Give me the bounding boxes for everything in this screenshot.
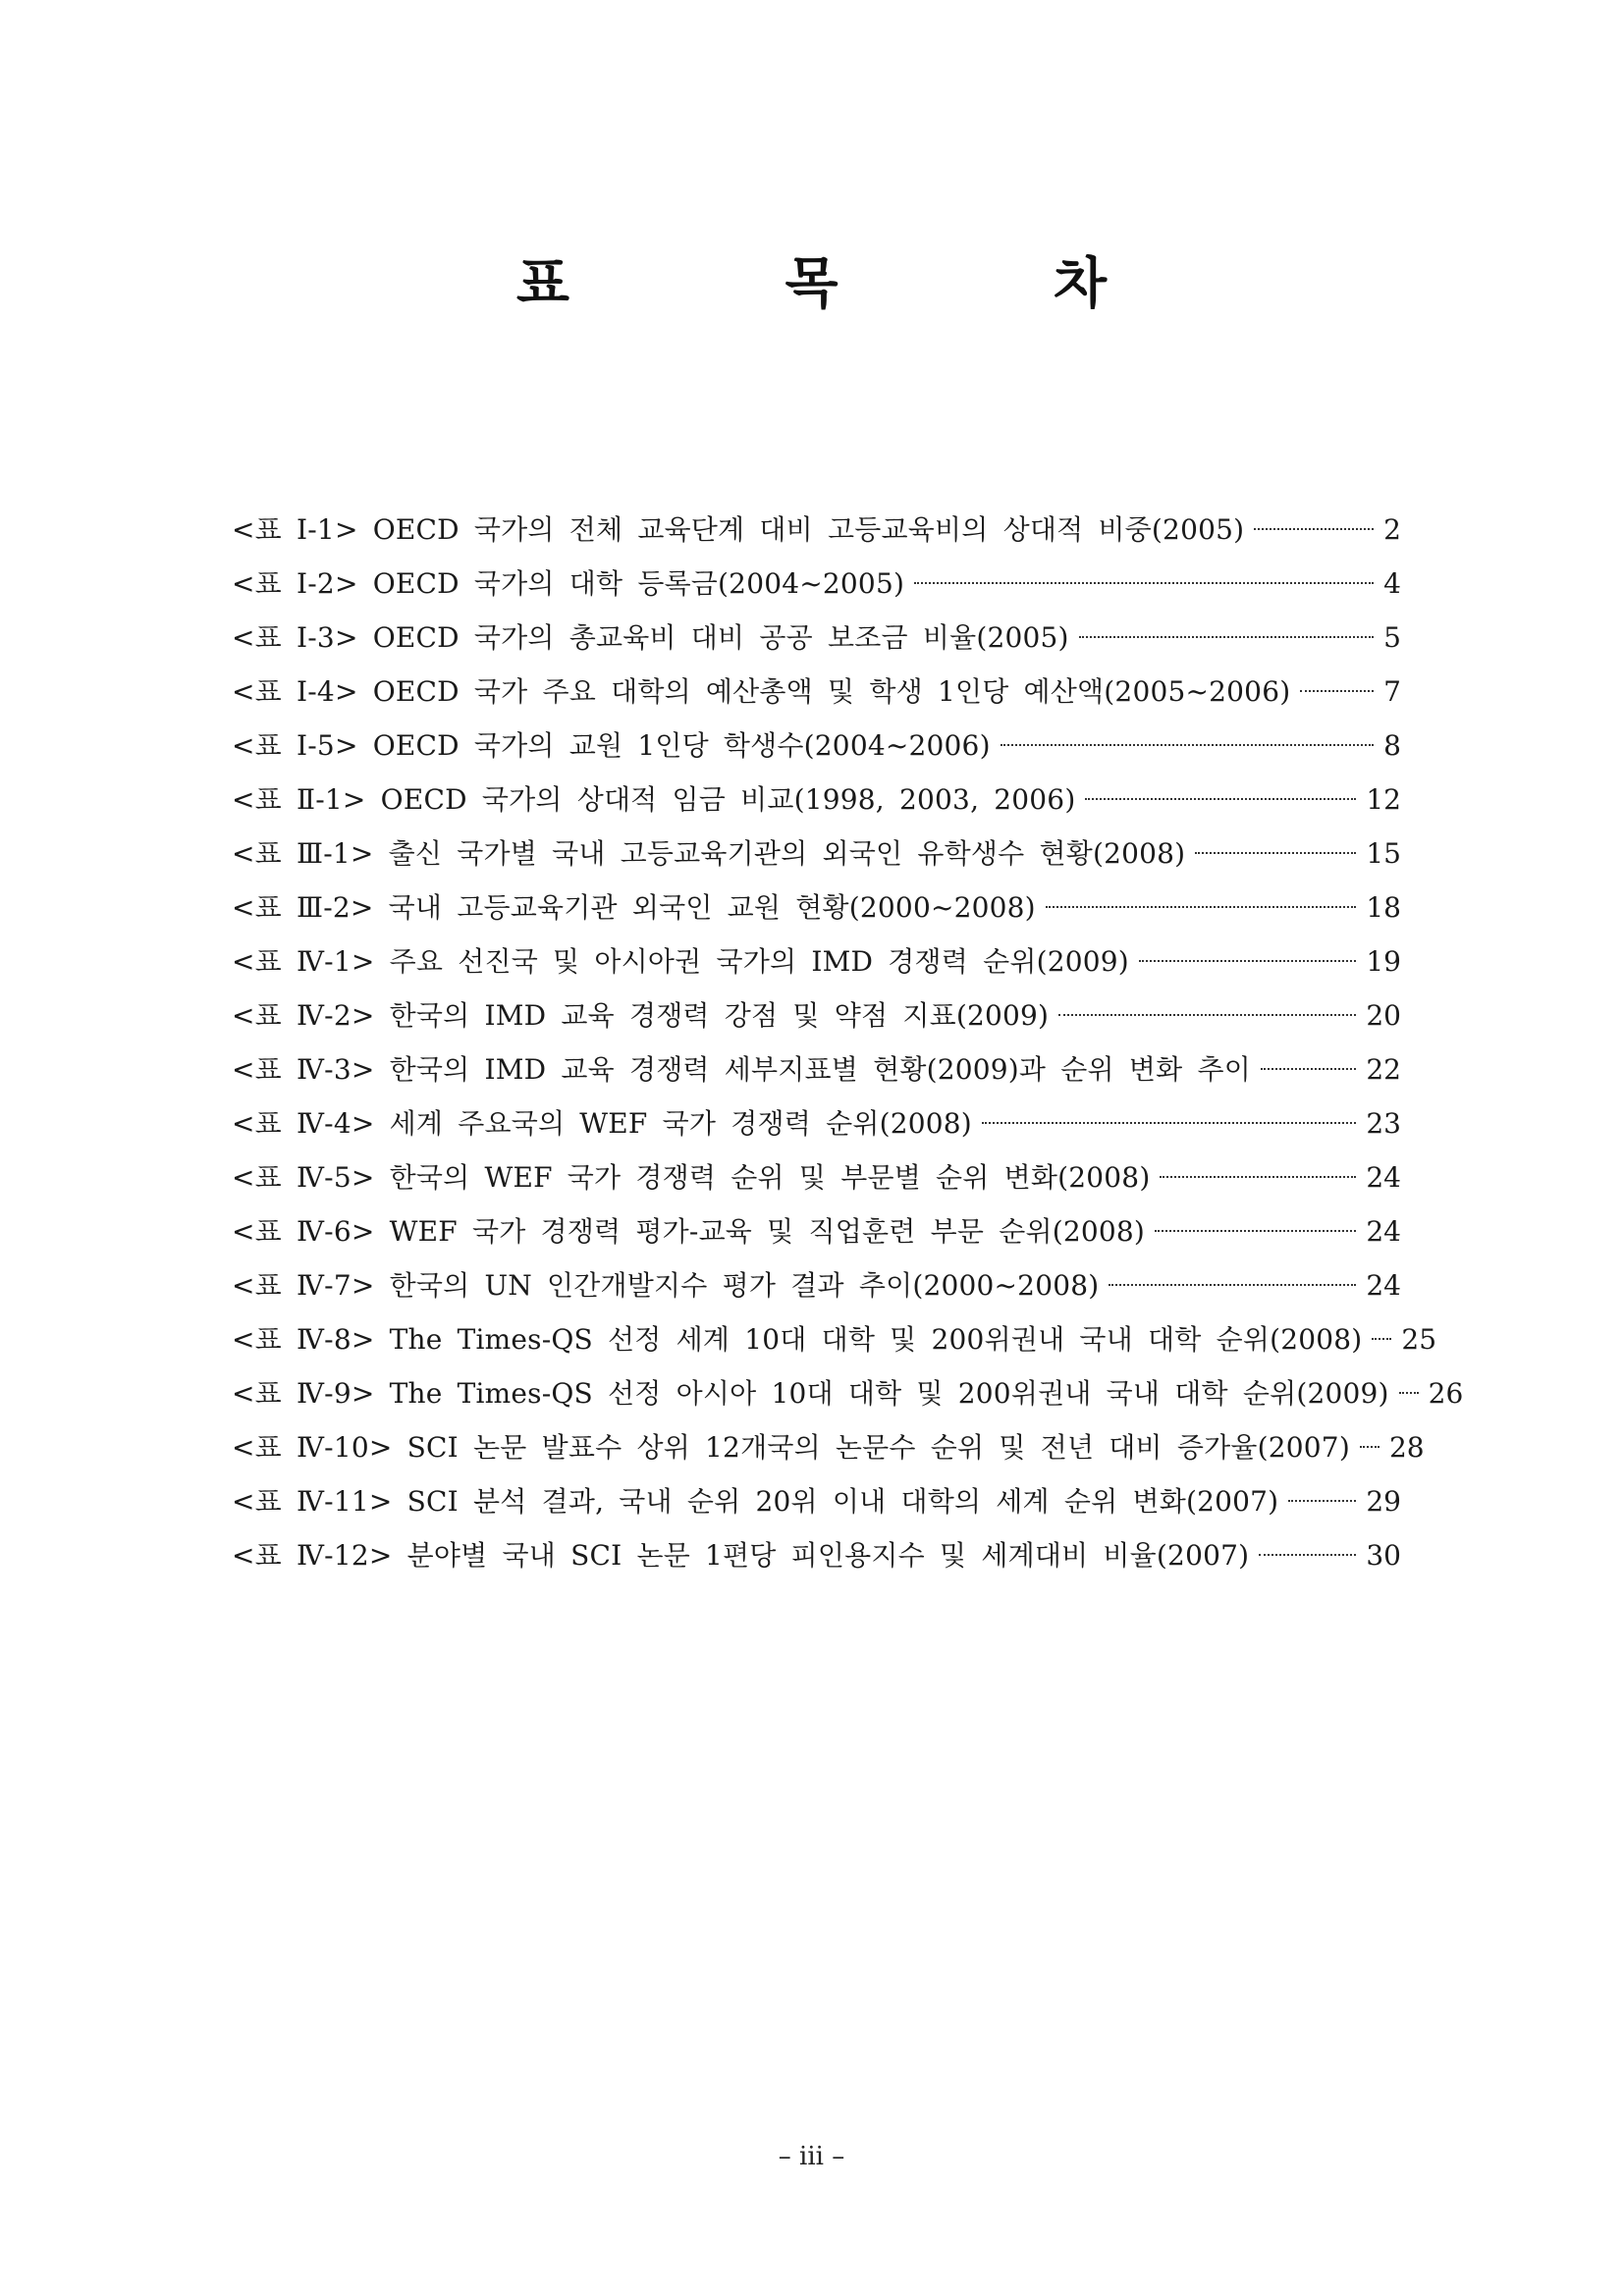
toc-entry-page: 26: [1428, 1377, 1464, 1410]
toc-entry-page: 8: [1383, 729, 1401, 762]
toc-entry-page: 24: [1366, 1161, 1401, 1194]
dot-leader: [1085, 798, 1356, 800]
dot-leader: [1001, 744, 1374, 746]
toc-entry-page: 15: [1366, 837, 1401, 870]
dot-leader: [1046, 906, 1357, 908]
dot-leader: [1372, 1338, 1391, 1340]
dot-leader: [982, 1122, 1356, 1124]
toc-entry[interactable]: [232, 881, 1401, 934]
toc-entry-label: <표 Ⅳ-2> 한국의 IMD 교육 경쟁력 강점 및 약점 지표(2009): [232, 999, 1050, 1032]
toc-entry-label: <표 Ⅰ-1> OECD 국가의 전체 교육단계 대비 고등교육비의 상대적 비중(2005): [232, 513, 1245, 546]
toc-entry[interactable]: [232, 934, 1401, 988]
dot-leader: [1300, 690, 1374, 692]
toc-entry-label: <표 Ⅰ-2> OECD 국가의 대학 등록금(2004~2005): [232, 567, 905, 600]
toc-entry[interactable]: [232, 1474, 1401, 1528]
toc-entry[interactable]: [232, 1150, 1401, 1204]
toc-entry-page: 28: [1388, 1431, 1425, 1464]
toc-entry-label: <표 Ⅳ-5> 한국의 WEF 국가 경쟁력 순위 및 부문별 순위 변화(2008): [232, 1161, 1151, 1194]
toc-entry[interactable]: [232, 1096, 1401, 1150]
dot-leader: [1360, 1446, 1380, 1448]
dot-leader: [1155, 1230, 1356, 1232]
toc-entry-label: <표 Ⅳ-4> 세계 주요국의 WEF 국가 경쟁력 순위(2008): [232, 1107, 972, 1140]
toc-entry-label: <표 Ⅰ-3> OECD 국가의 총교육비 대비 공공 보조금 비율(2005): [232, 621, 1069, 654]
toc-entry[interactable]: [232, 1204, 1401, 1258]
dot-leader: [1288, 1500, 1356, 1502]
toc-entry-page: 12: [1366, 783, 1401, 816]
dot-leader: [1259, 1554, 1356, 1556]
toc-entry[interactable]: [232, 988, 1401, 1042]
toc-entry-label: <표 Ⅳ-9> The Times-QS 선정 아시아 10대 대학 및 200위권내 국내 대학 순위(2009): [232, 1377, 1389, 1410]
toc-entry-page: 18: [1366, 891, 1401, 924]
toc-entry-page: 2: [1383, 513, 1401, 546]
toc-entry-page: 30: [1366, 1539, 1401, 1572]
dot-leader: [1109, 1284, 1356, 1286]
toc-entry-page: 25: [1401, 1323, 1437, 1356]
toc-entry-page: 22: [1366, 1053, 1401, 1086]
toc-entry-label: <표 Ⅲ-1> 출신 국가별 국내 고등교육기관의 외국인 유학생수 현황(2008): [232, 837, 1186, 870]
table-of-contents: [232, 503, 1464, 1582]
toc-entry[interactable]: [232, 827, 1401, 881]
toc-entry-page: 5: [1383, 621, 1401, 654]
toc-entry-label: <표 Ⅳ-6> WEF 국가 경쟁력 평가-교육 및 직업훈련 부문 순위(2008): [232, 1215, 1146, 1248]
toc-entry[interactable]: [232, 611, 1401, 665]
dot-leader: [1058, 1014, 1356, 1016]
dot-leader: [1079, 636, 1375, 638]
toc-entry-page: 24: [1366, 1269, 1401, 1302]
toc-entry-page: 29: [1366, 1485, 1401, 1518]
page-title: 표 목 차: [515, 252, 1206, 316]
toc-entry[interactable]: [232, 719, 1401, 773]
dot-leader: [1399, 1392, 1419, 1394]
toc-entry-label: <표 Ⅲ-2> 국내 고등교육기관 외국인 교원 현황(2000~2008): [232, 891, 1036, 924]
toc-entry[interactable]: [232, 665, 1401, 719]
dot-leader: [1139, 960, 1356, 962]
dot-leader: [914, 582, 1374, 584]
toc-entry[interactable]: [232, 1366, 1464, 1420]
toc-entry-label: <표 Ⅳ-10> SCI 논문 발표수 상위 12개국의 논문수 순위 및 전년 대비 증가율(2007): [232, 1431, 1350, 1464]
toc-entry[interactable]: [232, 1528, 1401, 1582]
toc-entry-label: <표 Ⅳ-1> 주요 선진국 및 아시아권 국가의 IMD 경쟁력 순위(2009): [232, 945, 1129, 978]
dot-leader: [1160, 1176, 1356, 1178]
toc-entry-label: <표 Ⅰ-5> OECD 국가의 교원 1인당 학생수(2004~2006): [232, 729, 991, 762]
dot-leader: [1195, 852, 1356, 854]
toc-entry-label: <표 Ⅳ-11> SCI 분석 결과, 국내 순위 20위 이내 대학의 세계 순위 변화(2007): [232, 1485, 1279, 1518]
toc-entry-page: 7: [1383, 675, 1401, 708]
toc-entry-page: 19: [1366, 945, 1401, 978]
dot-leader: [1254, 528, 1374, 530]
toc-entry[interactable]: [232, 503, 1401, 557]
page-number-footer: – iii –: [778, 2142, 845, 2171]
toc-entry-label: <표 Ⅱ-1> OECD 국가의 상대적 임금 비교(1998, 2003, 2006): [232, 783, 1076, 816]
toc-entry[interactable]: [232, 1042, 1401, 1096]
toc-entry[interactable]: [232, 773, 1401, 827]
toc-entry-label: <표 Ⅳ-12> 분야별 국내 SCI 논문 1편당 피인용지수 및 세계대비 비율(2007): [232, 1539, 1250, 1572]
toc-entry-label: <표 Ⅳ-3> 한국의 IMD 교육 경쟁력 세부지표별 현황(2009)과 순위 변화 추이: [232, 1053, 1251, 1086]
toc-entry-label: <표 Ⅰ-4> OECD 국가 주요 대학의 예산총액 및 학생 1인당 예산액(2005~2006): [232, 675, 1291, 708]
toc-entry-page: 24: [1366, 1215, 1401, 1248]
toc-entry-page: 23: [1366, 1107, 1401, 1140]
toc-entry[interactable]: [232, 557, 1401, 611]
toc-entry-page: 4: [1383, 567, 1401, 600]
toc-entry-label: <표 Ⅳ-8> The Times-QS 선정 세계 10대 대학 및 200위권내 국내 대학 순위(2008): [232, 1323, 1363, 1356]
toc-entry-page: 20: [1366, 999, 1401, 1032]
toc-entry[interactable]: [232, 1312, 1437, 1366]
toc-entry[interactable]: [232, 1258, 1401, 1312]
toc-entry-label: <표 Ⅳ-7> 한국의 UN 인간개발지수 평가 결과 추이(2000~2008): [232, 1269, 1100, 1302]
toc-entry[interactable]: [232, 1420, 1425, 1474]
dot-leader: [1261, 1068, 1356, 1070]
